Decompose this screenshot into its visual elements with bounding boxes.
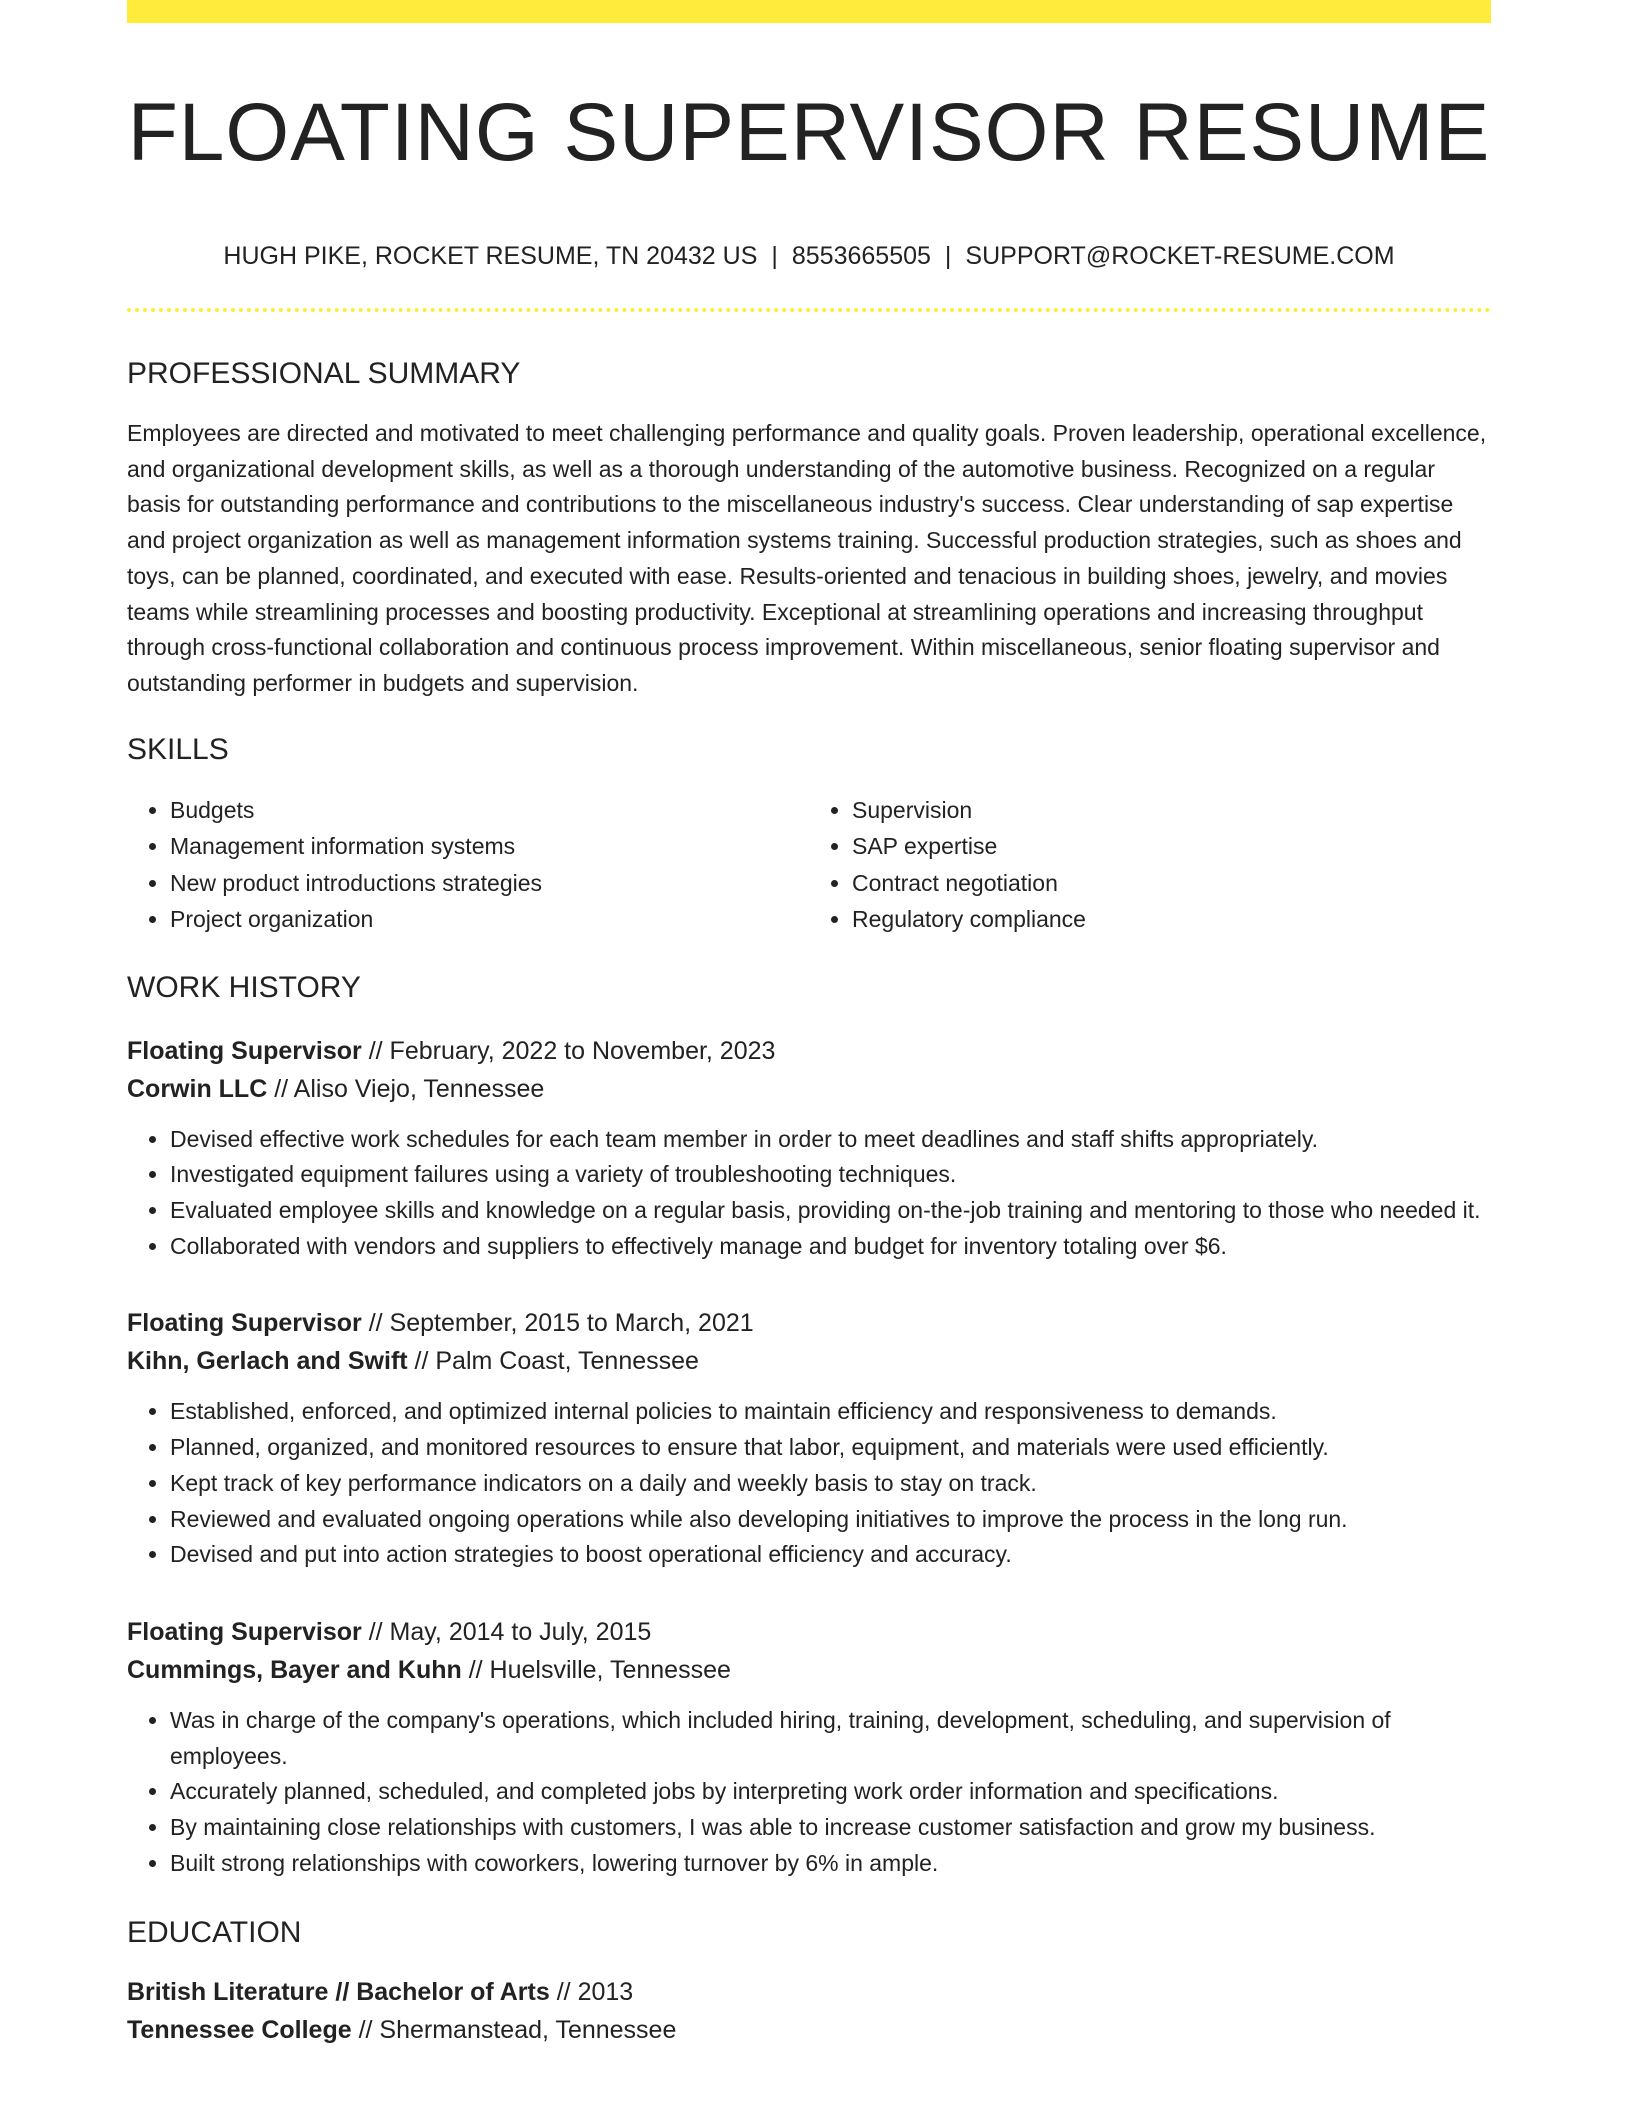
page-title: FLOATING SUPERVISOR RESUME	[127, 87, 1491, 178]
skill-item: • Supervision	[852, 792, 1491, 829]
skills-list	[127, 792, 1491, 938]
job-title: Floating Supervisor	[127, 1617, 362, 1646]
work-history-heading: WORK HISTORY	[127, 970, 361, 1004]
contact-separator: |	[944, 242, 952, 270]
summary-heading: PROFESSIONAL SUMMARY	[127, 357, 521, 390]
job-bullets	[127, 1394, 1491, 1573]
top-accent-bar	[127, 0, 1491, 23]
job-bullets	[127, 1703, 1491, 1882]
education-school-line	[127, 2011, 1491, 2049]
job-company-line	[127, 1070, 1491, 1108]
education-degree-line	[127, 1973, 1491, 2011]
job-entry	[127, 1032, 1491, 1265]
job-bullet: • Reviewed and evaluated ongoing operations while also developing initiatives to improve the process in the long run.	[170, 1502, 1491, 1538]
job-bullet: • Built strong relationships with coworkers, lowering turnover by 6% in ample.	[170, 1846, 1491, 1882]
job-bullet: • Accurately planned, scheduled, and completed jobs by interpreting work order information and specifications.	[170, 1774, 1491, 1810]
contact-phone: 8553665505	[791, 242, 931, 270]
job-bullet: • Kept track of key performance indicators on a daily and weekly basis to stay on track.	[170, 1466, 1491, 1502]
education-school: Tennessee College	[127, 2016, 352, 2045]
job-title-line	[127, 1613, 1491, 1651]
job-company: Kihn, Gerlach and Swift	[127, 1347, 408, 1376]
job-company: Cummings, Bayer and Kuhn	[127, 1655, 462, 1684]
job-dates: // February, 2022 to November, 2023	[361, 1036, 776, 1065]
job-bullet: • Planned, organized, and monitored resources to ensure that labor, equipment, and materials were used efficiently.	[170, 1430, 1491, 1466]
job-bullet: • Devised and put into action strategies to boost operational efficiency and accuracy.	[170, 1537, 1491, 1573]
job-title: Floating Supervisor	[127, 1309, 362, 1338]
skill-item: • New product introductions strategies	[170, 865, 809, 902]
job-title-line	[127, 1032, 1491, 1070]
job-entry	[127, 1613, 1491, 1882]
job-title-line	[127, 1304, 1491, 1342]
job-bullet: • Evaluated employee skills and knowledge on a regular basis, providing on-the-job training and mentoring to those who needed it.	[170, 1193, 1491, 1229]
job-bullet: • Was in charge of the company's operations, which included hiring, training, development, scheduling, and supervision of employees.	[170, 1703, 1491, 1774]
education-heading: EDUCATION	[127, 1916, 302, 1950]
job-location: // Huelsville, Tennessee	[461, 1655, 731, 1684]
education-location: // Shermanstead, Tennessee	[351, 2016, 677, 2045]
summary-text: Employees are directed and motivated to meet challenging performance and quality goals. Proven leadership, operational excellence, and organizational development skills, as well as a thorough understanding of the automotive business. Recognized on a regular basis for outstanding performance and contributions to the miscellaneous industry's success. Clear understanding of sap expertise and project organization as well as management information systems training. Successful production strategies, such as shoes and toys, can be planned, coordinated, and executed with ease. Results-oriented and tenacious in building shoes, jewelry, and movies teams while streamlining processes and boosting productivity. Exceptional at streamlining operations and increasing throughput through cross-functional collaboration and continuous process improvement. Within miscellaneous, senior floating supervisor and outstanding performer in budgets and supervision.	[127, 420, 1487, 696]
education-entry	[127, 1973, 1491, 2049]
job-bullets	[127, 1122, 1491, 1265]
job-entry	[127, 1304, 1491, 1573]
job-company-line	[127, 1342, 1491, 1380]
job-company-line	[127, 1651, 1491, 1689]
skill-item: • SAP expertise	[852, 828, 1491, 865]
education-degree: British Literature // Bachelor of Arts	[127, 1978, 550, 2007]
skills-heading: SKILLS	[127, 732, 229, 766]
job-dates: // September, 2015 to March, 2021	[361, 1309, 754, 1338]
contact-email: SUPPORT@ROCKET-RESUME.COM	[965, 242, 1395, 270]
dotted-divider	[127, 308, 1491, 312]
job-bullet: • By maintaining close relationships with customers, I was able to increase customer satisfaction and grow my business.	[170, 1810, 1491, 1846]
job-bullet: • Devised effective work schedules for each team member in order to meet deadlines and staff shifts appropriately.	[170, 1122, 1491, 1158]
job-location: // Aliso Viejo, Tennessee	[267, 1074, 545, 1103]
contact-address: HUGH PIKE, ROCKET RESUME, TN 20432 US	[223, 242, 758, 270]
contact-separator: |	[771, 242, 778, 270]
education-year: // 2013	[549, 1978, 634, 2007]
resume-page	[127, 0, 1491, 2049]
job-bullet: • Investigated equipment failures using a variety of troubleshooting techniques.	[170, 1157, 1491, 1193]
job-dates: // May, 2014 to July, 2015	[361, 1617, 652, 1646]
job-location: // Palm Coast, Tennessee	[407, 1347, 699, 1376]
skill-item: • Regulatory compliance	[852, 901, 1491, 938]
skill-item: • Budgets	[170, 792, 809, 829]
contact-line	[127, 241, 1491, 271]
job-bullet: • Collaborated with vendors and suppliers to effectively manage and budget for inventory totaling over $6.	[170, 1229, 1491, 1265]
skills-column-2	[809, 792, 1491, 938]
skill-item: • Management information systems	[170, 828, 809, 865]
job-bullet: • Established, enforced, and optimized internal policies to maintain efficiency and responsiveness to demands.	[170, 1394, 1491, 1430]
skills-column-1	[127, 792, 809, 938]
skill-item: • Project organization	[170, 901, 809, 938]
job-company: Corwin LLC	[127, 1074, 268, 1103]
job-title: Floating Supervisor	[127, 1036, 362, 1065]
skill-item: • Contract negotiation	[852, 865, 1491, 902]
